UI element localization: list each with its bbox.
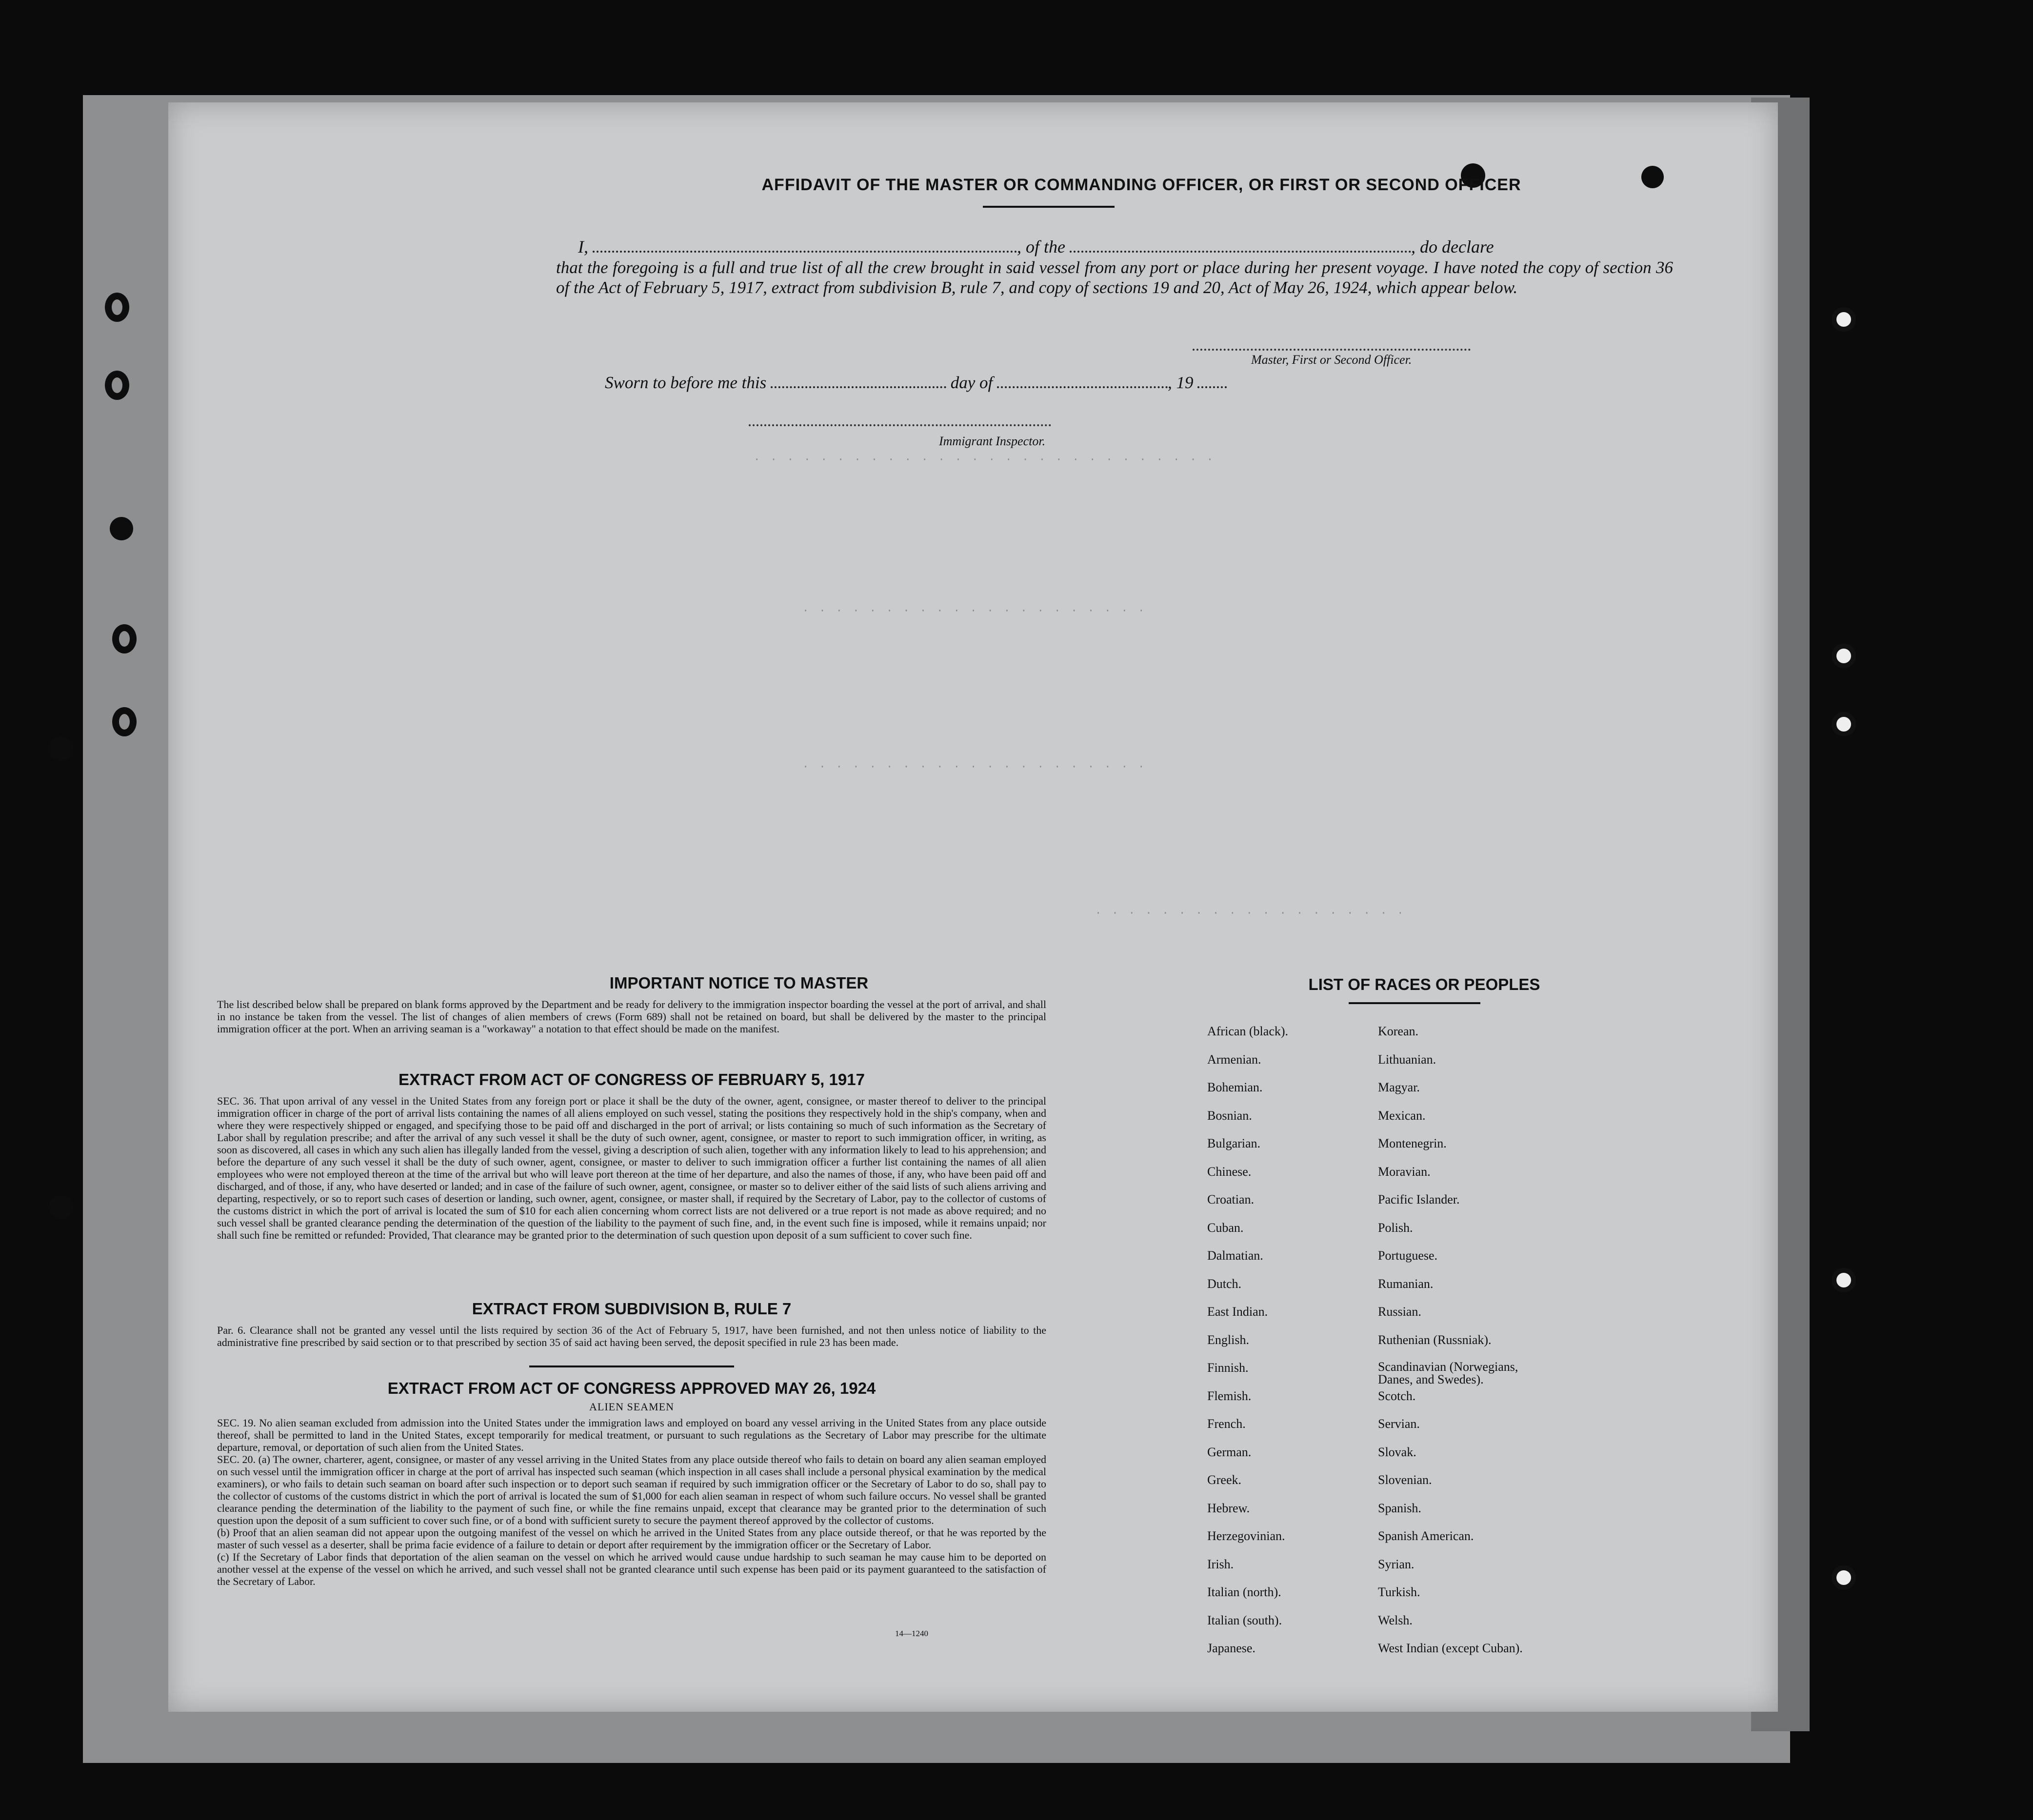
race-item: Flemish. — [1207, 1388, 1252, 1403]
race-item: Portuguese. — [1378, 1248, 1438, 1263]
race-item: Turkish. — [1378, 1585, 1420, 1599]
extract-rule7-title: EXTRACT FROM SUBDIVISION B, RULE 7 — [472, 1300, 792, 1318]
race-item: Irish. — [1207, 1557, 1234, 1571]
race-item: Bosnian. — [1207, 1108, 1252, 1123]
race-item: Finnish. — [1207, 1361, 1249, 1375]
race-item: Hebrew. — [1207, 1501, 1250, 1515]
race-item: Dalmatian. — [1207, 1248, 1263, 1263]
bleed-through: · · · · · · · · · · · · · · · · · · · · · — [802, 761, 1147, 773]
affidavit-title: AFFIDAVIT OF THE MASTER OR COMMANDING OFFICER, OR FIRST OR SECOND OFFICER — [761, 176, 1521, 194]
race-item: Greek. — [1207, 1473, 1242, 1487]
race-item: Servian. — [1378, 1417, 1420, 1431]
extract-rule7-text: Par. 6. Clearance shall not be granted any vessel until the lists required by section 36 of the Act of February 5, 1917, have been furnished, and not then unless notice of liability to the administrative fine prescribed by said section or to that prescribed by section 35 of said act having been served, the deposit specified in rule 23 has been made. — [217, 1324, 1046, 1348]
race-item: Scandinavian (Norwegians, Danes, and Swedes). — [1378, 1360, 1518, 1386]
binder-hole — [112, 707, 137, 736]
race-item: Dutch. — [1207, 1276, 1242, 1291]
races-title-rule — [1349, 1002, 1480, 1004]
affidavit-line1 — [578, 237, 1641, 257]
race-item: Ruthenian (Russniak). — [1378, 1332, 1492, 1347]
race-item: Montenegrin. — [1378, 1136, 1447, 1150]
do-declare-label: , do declare — [1411, 237, 1494, 257]
sec-20b-text: (b) Proof that an alien seaman did not appear upon the outgoing manifest of the vessel on which he arrived in the United States from any place outside thereof, or that he was reported by the master of such vessel as a deserter, shall be prima facie evidence of a failure to detain or deport after requirement by the immigration officer or the Secretary of Labor. — [217, 1526, 1046, 1551]
i-label: I, — [578, 237, 588, 257]
race-item: Syrian. — [1378, 1557, 1415, 1571]
year-label: , 19 — [1167, 373, 1194, 392]
race-item: Slovak. — [1378, 1444, 1416, 1459]
race-item: Spanish American. — [1378, 1529, 1474, 1543]
binder-hole — [105, 371, 129, 400]
race-item: Italian (north). — [1207, 1585, 1281, 1599]
race-item: Spanish. — [1378, 1501, 1421, 1515]
race-item: Chinese. — [1207, 1164, 1252, 1179]
binder-hole — [110, 517, 133, 540]
race-item: English. — [1207, 1332, 1249, 1347]
race-item: Pacific Islander. — [1378, 1192, 1460, 1207]
form-number: 14—1240 — [895, 1629, 928, 1638]
form-page — [168, 102, 1778, 1712]
race-item: West Indian (except Cuban). — [1378, 1641, 1523, 1655]
race-item: Welsh. — [1378, 1613, 1413, 1627]
spindle-hole — [1832, 712, 1856, 736]
race-item: Magyar. — [1378, 1080, 1420, 1094]
race-item: German. — [1207, 1444, 1252, 1459]
inspector-label: Immigrant Inspector. — [939, 434, 1046, 448]
spindle-hole — [1832, 1565, 1856, 1590]
name-field[interactable] — [593, 248, 1017, 253]
vessel-field[interactable] — [1070, 248, 1411, 253]
sworn-month-field[interactable] — [997, 383, 1168, 388]
spindle-hole — [1832, 1268, 1856, 1292]
bleed-through: · · · · · · · · · · · · · · · · · · · — [1095, 907, 1406, 919]
race-item: Croatian. — [1207, 1192, 1255, 1207]
bleed-through: · · · · · · · · · · · · · · · · · · · · · — [802, 605, 1147, 617]
section-rule — [529, 1365, 734, 1367]
race-item: Italian (south). — [1207, 1613, 1282, 1627]
bleed-through: · · · · · · · · · · · · · · · · · · · · · · · · · · · · — [754, 454, 1216, 466]
spindle-hole — [1641, 166, 1664, 188]
alien-seamen-subtitle: ALIEN SEAMEN — [589, 1401, 674, 1413]
extract-1924-title: EXTRACT FROM ACT OF CONGRESS APPROVED MAY 26, 1924 — [387, 1379, 876, 1397]
extract-1917-text: SEC. 36. That upon arrival of any vessel in the United States from any foreign port or place it shall be the duty of the owner, agent, consignee, or master thereof to deliver to the principal immigration officer in charge of the port of arrival lists containing the names of all aliens employed on such vessel, stating the positions they respectively hold in the ship's company, when and where they were respectively shipped or engaged, and specifying those to be paid off and discharged in the port of arrival; or lists containing so much of such information as the Secretary of Labor shall by regulation prescribe; and after the arrival of any such vessel it shall be the duty of such owner, agent, consignee, or master to report to such immigration officer, in writing, as soon as discovered, all cases in which any such alien has illegally landed from the vessel, giving a description of such alien, together with any information likely to lead to his apprehension; and before the departure of any such vessel it shall be the duty of such owner, agent, consignee, or master to deliver to such immigration officer a further list containing the names of all alien employees who were not employed thereon at the time of the arrival but who will leave port thereon at the time of her departure, and also the names of those, if any, who have been paid off and discharged, and of those, if any, who have deserted or landed; and in case of the failure of such owner, agent, consignee, or master so to deliver either of the said lists of such aliens arriving and departing, respectively, or so to report such cases of desertion or landing, such owner, agent, consignee, or master shall, if required by the Secretary of Labor, pay to the collector of customs of the customs district in which the port of arrival is located the sum of $10 for each alien concerning whom correct lists are not delivered or a true report is not made as above required; and no such vessel shall be granted clearance pending the determination of the question of the liability to the payment of such fine, and, in the event such fine is imposed, while it remains unpaid; nor shall such fine be remitted or refunded: Provided, That clearance may be granted prior to the determination of such question upon deposit of a sum sufficient to cover such fine. — [217, 1095, 1046, 1241]
race-item: Rumanian. — [1378, 1276, 1434, 1291]
notice-text: The list described below shall be prepared on blank forms approved by the Department and be ready for delivery to the immigration inspector boarding the vessel at the port of arrival, and shall in no instance be taken from the vessel. The list of changes of alien members of crews (Form 689) shall not be retained on board, but shall be delivered by the master to the principal immigration officer at the port. When an arriving seaman is a "workaway" a notation to that effect should be made on the manifest. — [217, 998, 1046, 1035]
race-item: Bohemian. — [1207, 1080, 1263, 1094]
race-item: Bulgarian. — [1207, 1136, 1261, 1150]
inspector-signature-line[interactable] — [749, 424, 1051, 426]
extract-1924-text — [217, 1417, 1046, 1587]
race-item: Polish. — [1378, 1220, 1413, 1235]
notice-title: IMPORTANT NOTICE TO MASTER — [609, 974, 869, 992]
binder-hole — [105, 293, 129, 322]
affidavit-body: that the foregoing is a full and true list of all the crew brought in said vessel from any port or place during her present voyage. I have noted the copy of section 36 of the Act of February 5, 1917, extract from subdivision B, rule 7, and copy of sections 19 and 20, Act of May 26, 1924, which appear below. — [556, 258, 1673, 297]
race-item: Scotch. — [1378, 1388, 1416, 1403]
race-item: Armenian. — [1207, 1052, 1261, 1067]
day-of-label: day of — [950, 373, 993, 392]
title-rule — [983, 206, 1115, 208]
binder-hole — [49, 1195, 73, 1219]
spindle-hole — [1832, 644, 1856, 668]
sworn-label: Sworn to before me this — [605, 373, 767, 392]
race-item: Lithuanian. — [1378, 1052, 1436, 1067]
sworn-year-field[interactable] — [1197, 383, 1227, 388]
binder-hole — [112, 624, 137, 653]
race-item: French. — [1207, 1417, 1246, 1431]
extract-1917-title: EXTRACT FROM ACT OF CONGRESS OF FEBRUARY 5, 1917 — [399, 1070, 865, 1088]
sec-19-text: SEC. 19. No alien seaman excluded from admission into the United States under the immigration laws and employed on board any vessel arriving in the United States from any place outside thereof, shall be permitted to land in the United States, except temporarily for medical treatment, or pursuant to such regulations as the Secretary of Labor may prescribe for the ultimate departure, removal, or deportation of such alien from the United States. — [217, 1417, 1046, 1453]
race-item: Russian. — [1378, 1305, 1421, 1319]
race-item: Slovenian. — [1378, 1473, 1432, 1487]
races-title: LIST OF RACES OR PEOPLES — [1308, 975, 1540, 993]
signature-line[interactable] — [1193, 349, 1471, 351]
sworn-line — [605, 373, 1227, 393]
sec-20c-text: (c) If the Secretary of Labor finds that deportation of the alien seaman on the vessel on which he arrived would cause undue hardship to such seaman he may cause him to be deported on another vessel at the expense of the vessel on which he arrived, and such vessel shall not be granted clearance until such expense has been paid or its payment guaranteed to the satisfaction of the Secretary of Labor. — [217, 1551, 1046, 1587]
race-item: African (black). — [1207, 1024, 1289, 1038]
race-item: Moravian. — [1378, 1164, 1431, 1179]
of-the-label: , of the — [1017, 237, 1065, 257]
sworn-date-field[interactable] — [771, 383, 946, 388]
sec-20a-text: SEC. 20. (a) The owner, charterer, agent, consignee, or master of any vessel arriving in the United States from any place outside thereof who fails to detain on board any alien seaman employed on such vessel until the immigration officer in charge at the port of arrival has inspected such seaman (which inspection in all cases shall include a personal physical examination by the medical examiners), or who fails to detain such seaman on board after such inspection or to deport such seaman if required by such immigration officer or the Secretary of Labor to do so, shall pay to the collector of customs of the customs district in which the port of arrival is located the sum of $1,000 for each alien seaman in respect of whom such failure occurs. No vessel shall be granted clearance pending the determination of the liability to the payment of such fine, or while the fine remains unpaid, except that clearance may be granted prior to the determination of such question upon the deposit of a sum sufficient to cover such fine, or of a bond with sufficient surety to secure the payment thereof approved by the collector of customs. — [217, 1453, 1046, 1526]
race-item: Cuban. — [1207, 1220, 1244, 1235]
signature-label: Master, First or Second Officer. — [1251, 353, 1412, 367]
race-item: Mexican. — [1378, 1108, 1426, 1123]
race-item: Korean. — [1378, 1024, 1419, 1038]
spindle-hole — [1832, 307, 1856, 332]
race-item: Herzegovinian. — [1207, 1529, 1285, 1543]
race-item: Japanese. — [1207, 1641, 1256, 1655]
binder-hole — [49, 736, 73, 761]
race-item: East Indian. — [1207, 1305, 1268, 1319]
